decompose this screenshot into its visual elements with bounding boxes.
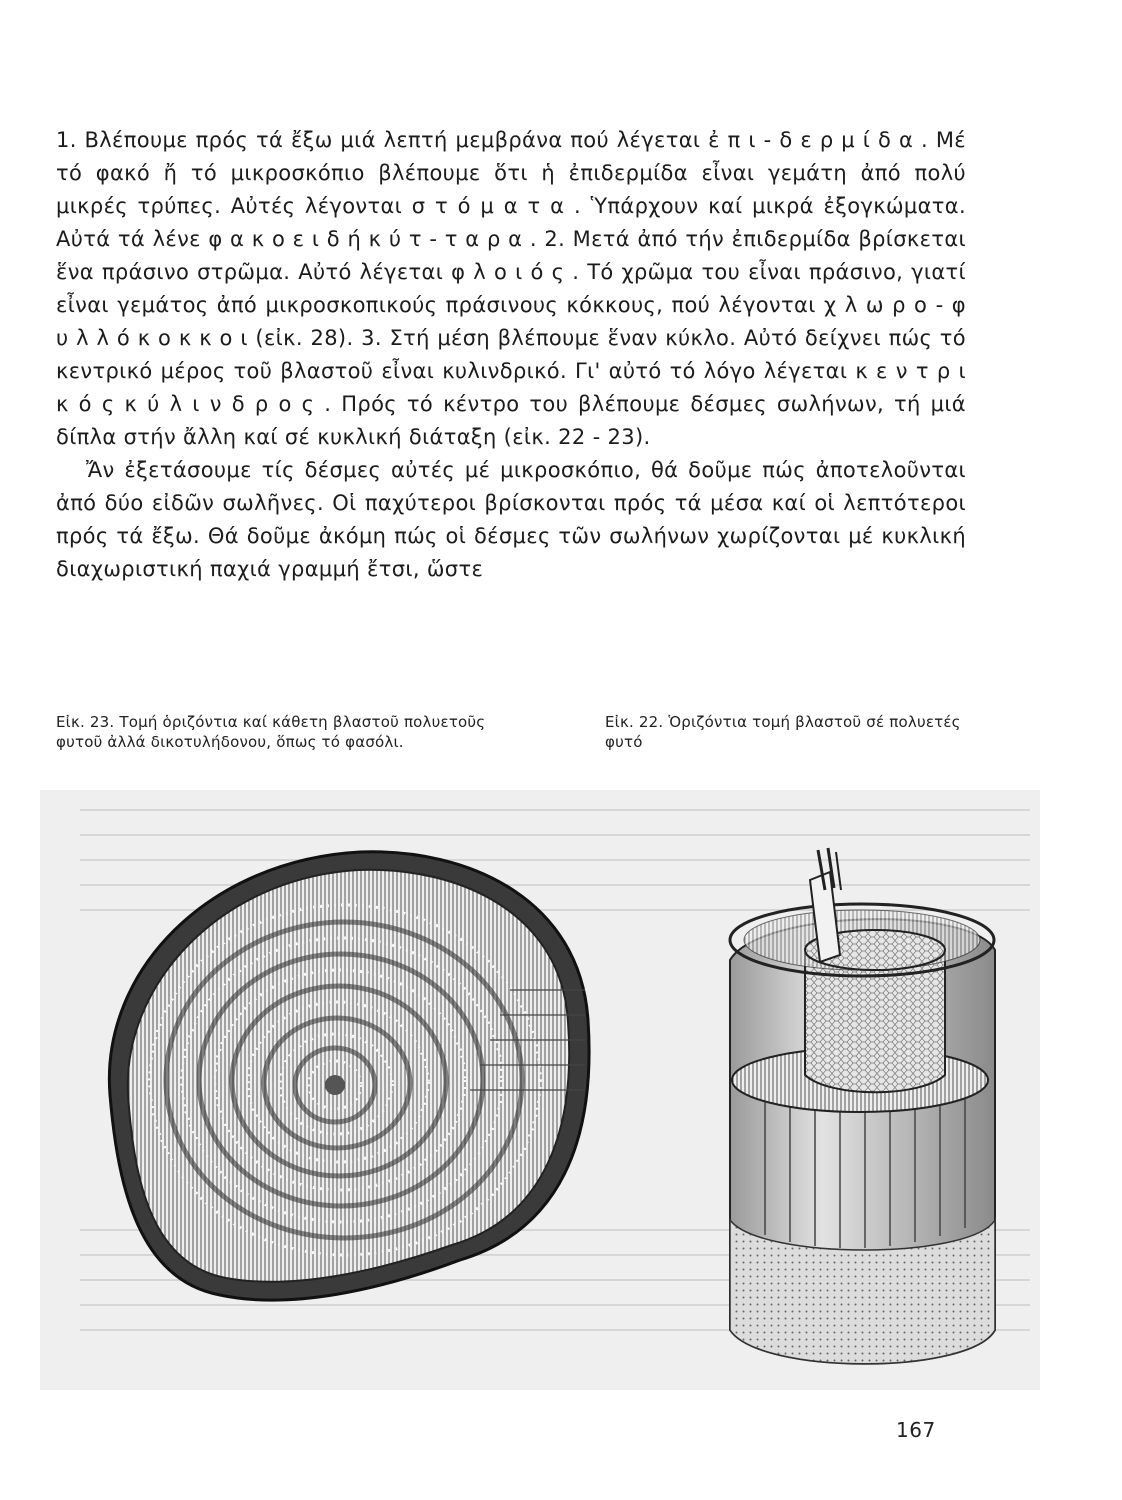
paragraph-2: Ἄν ἐξετάσουμε τίς δέσμες αὐτές μέ μικροσκόπιο, θά δοῦμε πώς ἀποτελοῦνται ἀπό δύο εἰδῶν σωλῆνες. Οἱ παχύτεροι βρίσκονται πρός τά μέσα καί οἱ λεπτότεροι πρός τά ἔξω. Θά δοῦμε ἀκόμη πώς οἱ δέσμες τῶν σωλήνων χωρίζονται μέ κυκλική διαχωριστική παχιά γραμμή ἔτσι, ὥστε — [56, 458, 966, 581]
page-number: 167 — [896, 1418, 936, 1442]
caption-fig-23: Εἰκ. 23. Τομή ὁριζόντια καί κάθετη βλαστοῦ πολυετοῦς φυτοῦ ἀλλά δικοτυλήδονου, ὅπως τό φασόλι. — [56, 713, 486, 751]
stem-cylinder-illustration — [730, 848, 995, 1364]
body-text — [56, 124, 966, 586]
paragraph-1: 1. Βλέπουμε πρός τά ἔξω μιά λεπτή μεμβράνα πού λέγεται ἐ π ι - δ ε ρ μ ί δ α . Μέ τό φακό ἤ τό μικροσκόπιο βλέπουμε ὅτι ἡ ἐπιδερμίδα εἶναι γεμάτη ἀπό πολύ μικρές τρύπες. Αὐτές λέγονται σ τ ό μ α τ α . Ὑπάρχουν καί μικρά ἐξογκώματα. Αὐτά τά λένε φ α κ ο ε ι δ ή κ ύ τ - τ α ρ α . 2. Μετά ἀπό τήν ἐπιδερμίδα βρίσκεται ἕνα πράσινο στρῶμα. Αὐτό λέγεται φ λ ο ι ό ς . Τό χρῶμα του εἶναι πράσινο, γιατί εἶναι γεμάτος ἀπό μικροσκοπικούς πράσινους κόκκους, πού λέγονται χ λ ω ρ ο - φ υ λ λ ό κ ο κ κ ο ι (εἰκ. 28). 3. Στή μέση βλέπουμε ἕναν κύκλο. Αὐτό δείχνει πώς τό κεντρικό μέρος τοῦ βλαστοῦ εἶναι κυλινδρικό. Γι' αὐτό τό λόγο λέγεται κ ε ν τ ρ ι κ ό ς κ ύ λ ι ν δ ρ ο ς . Πρός τό κέντρο του βλέπουμε δέσμες σωλήνων, τή μιά δίπλα στήν ἄλλη καί σέ κυκλική διάταξη (εἰκ. 22 - 23). — [56, 128, 966, 449]
caption-fig-22: Εἰκ. 22. Ὁριζόντια τομή βλαστοῦ σέ πολυετές φυτό — [605, 713, 961, 751]
figure-illustrations — [40, 790, 1060, 1410]
